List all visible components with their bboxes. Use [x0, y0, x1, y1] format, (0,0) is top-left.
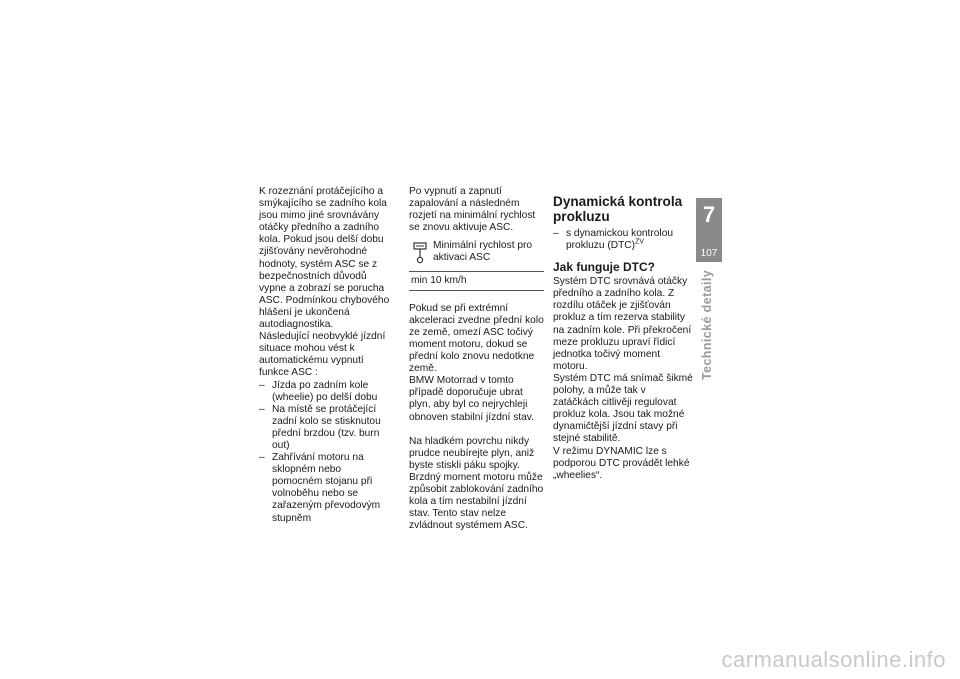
body-paragraph: Na hladkém povrchu nikdy prudce neubírejte plyn, aniž byste stiskli páku spojky. Brzdný moment motoru může způsobit zablokování zadního kola a tím nestabilní jízdní stav. Tento stav nelze zvládnout systémem ASC.: [409, 435, 544, 532]
body-paragraph: V režimu DYNAMIC lze s podporou DTC provádět lehké „wheelies“.: [553, 445, 690, 481]
watermark: carmanualsonline.info: [721, 647, 946, 672]
section-heading: Dynamická kontrola prokluzu: [553, 194, 683, 224]
body-paragraph: Pokud se při extrémní akceleraci zvedne přední kolo ze země, omezí ASC točivý moment motoru, dokud se přední kolo znovu nedotkne země.: [409, 302, 544, 375]
page-number: 107: [700, 248, 718, 259]
body-paragraph: Následující neobvyklé jízdní situace mohou vést k automatickému vypnutí funkce ASC :: [259, 331, 386, 379]
speed-setting-icon: [413, 242, 427, 264]
spec-value: min 10 km/h: [411, 274, 467, 286]
column-left: [259, 186, 394, 525]
body-paragraph: K rozeznání protáčejícího a smýkajícího se zadního kola jsou mimo jiné srovnávány otáčky předního a zadního kola. Pokud jsou delší dobu zjišťovány nevěrohodné hodnoty, systém ASC se z bezpečnostních důvodů vypne a zobrazí se porucha ASC. Podmínkou chybového hlášení je ukončená autodiagnostika.: [259, 186, 390, 331]
column-right: [553, 186, 693, 482]
list-item: – Zahřívání motoru na sklopném nebo pomocném stojanu při volnoběhu nebo se zařazeným převodovým stupněm: [259, 452, 394, 525]
section-title-text: Technické detaily: [700, 269, 714, 380]
list-item: – Na místě se protáčející zadní kolo se stisknutou přední brzdou (tzv. burn out): [259, 404, 394, 452]
spec-label: Minimální rychlost pro aktivaci ASC: [433, 240, 533, 264]
list-item: [553, 228, 693, 252]
column-middle: [409, 186, 544, 532]
subsection-heading: Jak funguje DTC?: [553, 260, 656, 275]
spec-box: [409, 240, 544, 290]
chapter-number: 7: [702, 202, 716, 227]
body-paragraph: BMW Motorrad v tomto případě doporučuje ubrat plyn, aby byl co nejrychleji obnoven stabilní jízdní stav.: [409, 375, 534, 423]
option-marker: ZV: [635, 238, 645, 246]
body-paragraph: Po vypnutí a zapnutí zapalování a následném rozjetí na minimální rychlost se znovu aktivuje ASC.: [409, 186, 536, 234]
body-paragraph: Systém DTC má snímač šikmé polohy, a může tak v zatáčkách citlivěji regulovat prokluz kola. Jsou tak možné dynamičtější jízdní stavy při stejné stabilitě.: [553, 372, 693, 445]
list-item-text: s dynamickou kontrolou prokluzu (DTC): [566, 228, 674, 252]
list-item: – Jízda po zadním kole (wheelie) po delší dobu: [259, 380, 394, 404]
chapter-tab: [696, 198, 722, 262]
section-title-vertical: [698, 269, 718, 400]
spec-label-row: [409, 240, 544, 271]
body-paragraph: Systém DTC srovnává otáčky předního a zadního kola. Z rozdílu otáček je zjišťován prokluz a tím rezerva stability na zadním kole. Při překročení meze prokluzu upraví řídicí jednotka točivý moment motoru.: [553, 276, 692, 372]
